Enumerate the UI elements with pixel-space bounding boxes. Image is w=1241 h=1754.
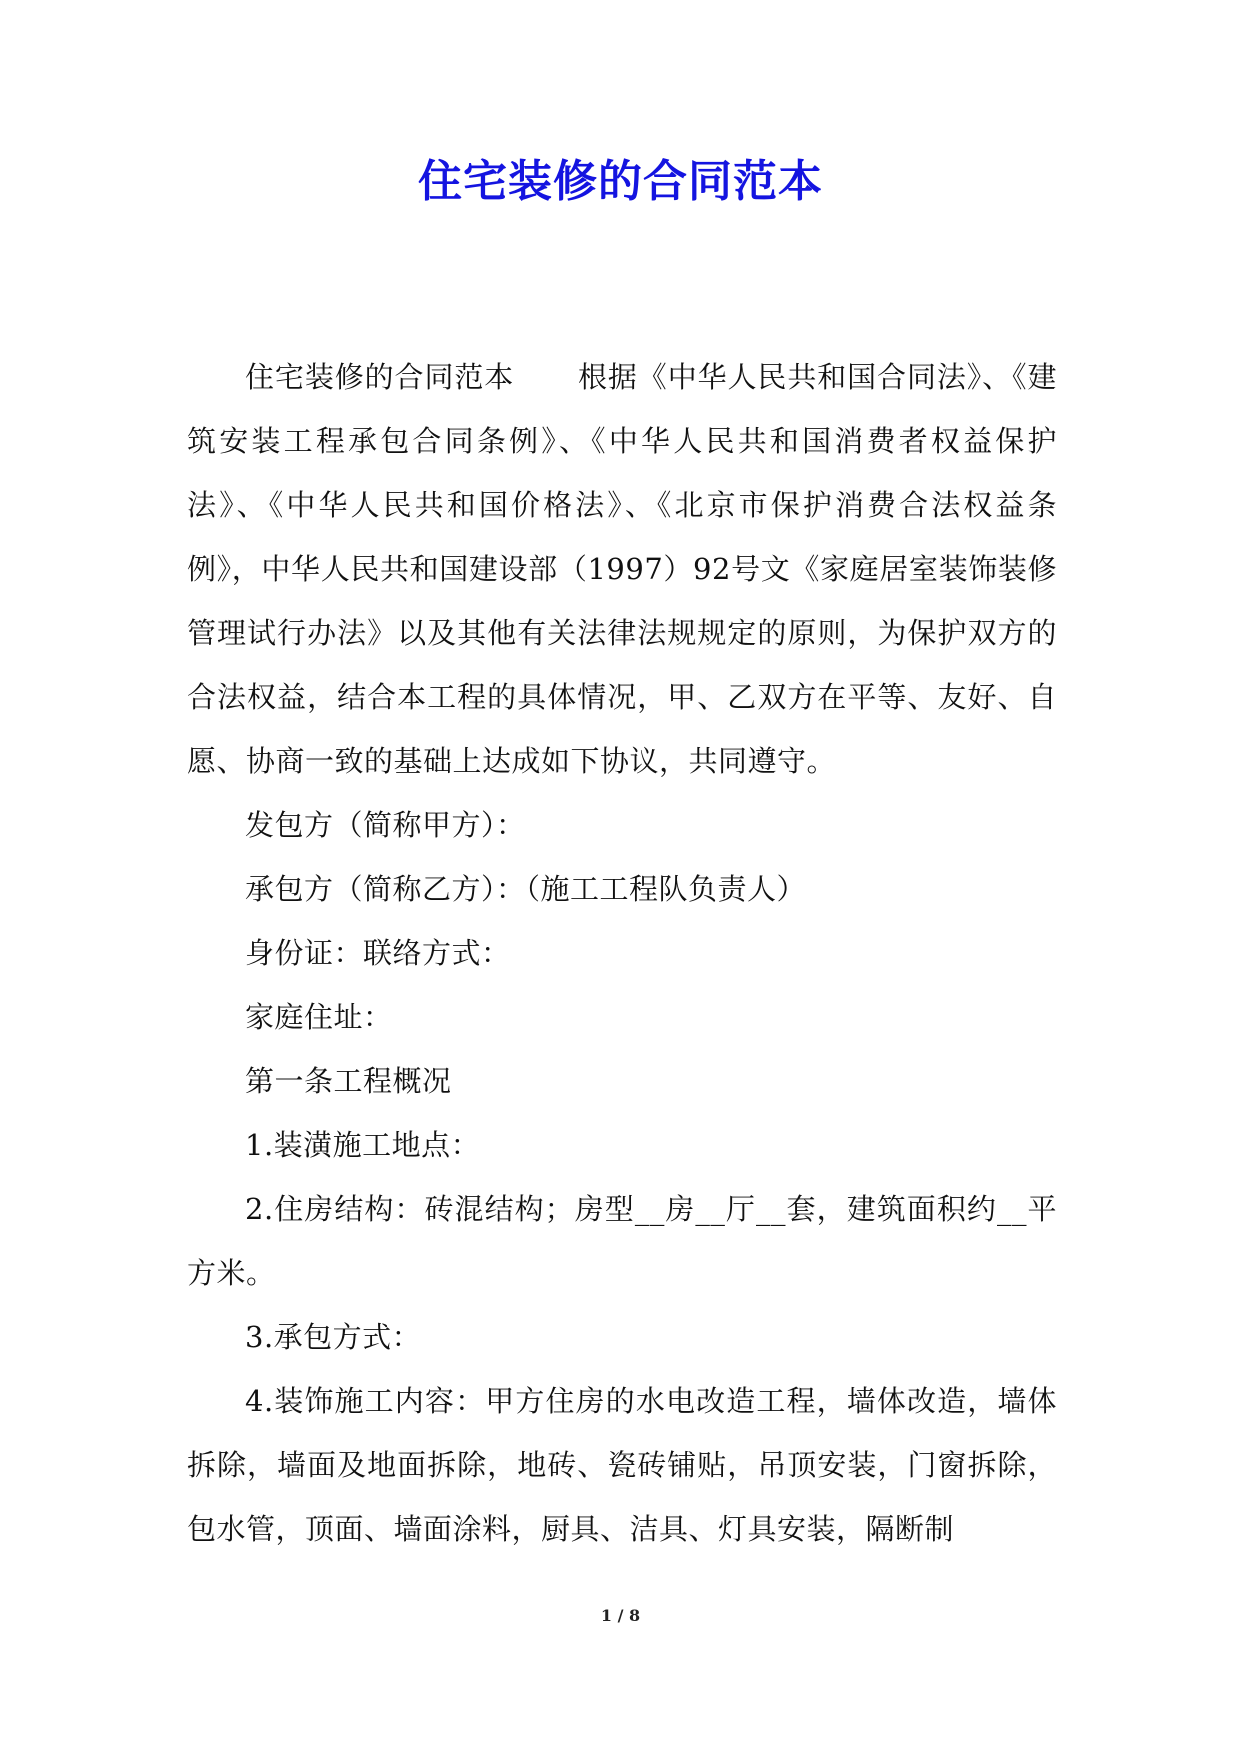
page-number: 1 / 8 <box>600 1606 641 1625</box>
intro-body: 根据《中华人民共和国合同法》、《建筑安装工程承包合同条例》、《中华人民共和国消费者权益保护法》、《中华人民共和国价格法》、《北京市保护消费合法权益条例》，中华人民共和国建设部（1997）92号文《家庭居室装饰装修管理试行办法》以及其他有关法律法规规定的原则，为保护双方的合法权益，结合本工程的具体情况，甲、乙双方在平等、友好、自愿、协商一致的基础上达成如下协议，共同遵守。 <box>187 360 1057 778</box>
clause-3-contract-mode: 3.承包方式： <box>245 1320 422 1354</box>
clause-4-scope: 4.装饰施工内容：甲方住房的水电改造工程，墙体改造，墙体拆除，墙面及地面拆除，地砖、瓷砖铺贴，吊顶安装，门窗拆除，包水管，顶面、墙面涂料，厨具、洁具、灯具安装，隔断制 <box>187 1384 1057 1546</box>
clause-2-structure: 2.住房结构：砖混结构；房型__房__厅__套，建筑面积约__平方米。 <box>187 1192 1057 1290</box>
party-b-line: 承包方（简称乙方）：（施工工程队负责人） <box>245 872 807 906</box>
id-contact-line: 身份证：联络方式： <box>245 936 511 970</box>
document-title: 住宅装修的合同范本 <box>418 156 823 207</box>
document-body <box>187 345 1057 1561</box>
party-a-line: 发包方（简称甲方）： <box>245 808 526 842</box>
clause-1-location: 1.装潢施工地点： <box>245 1128 481 1162</box>
article-one-heading: 第一条工程概况 <box>245 1064 452 1098</box>
intro-paragraph <box>187 345 1057 793</box>
intro-heading: 住宅装修的合同范本 <box>245 360 515 394</box>
home-address-line: 家庭住址： <box>245 1000 393 1034</box>
